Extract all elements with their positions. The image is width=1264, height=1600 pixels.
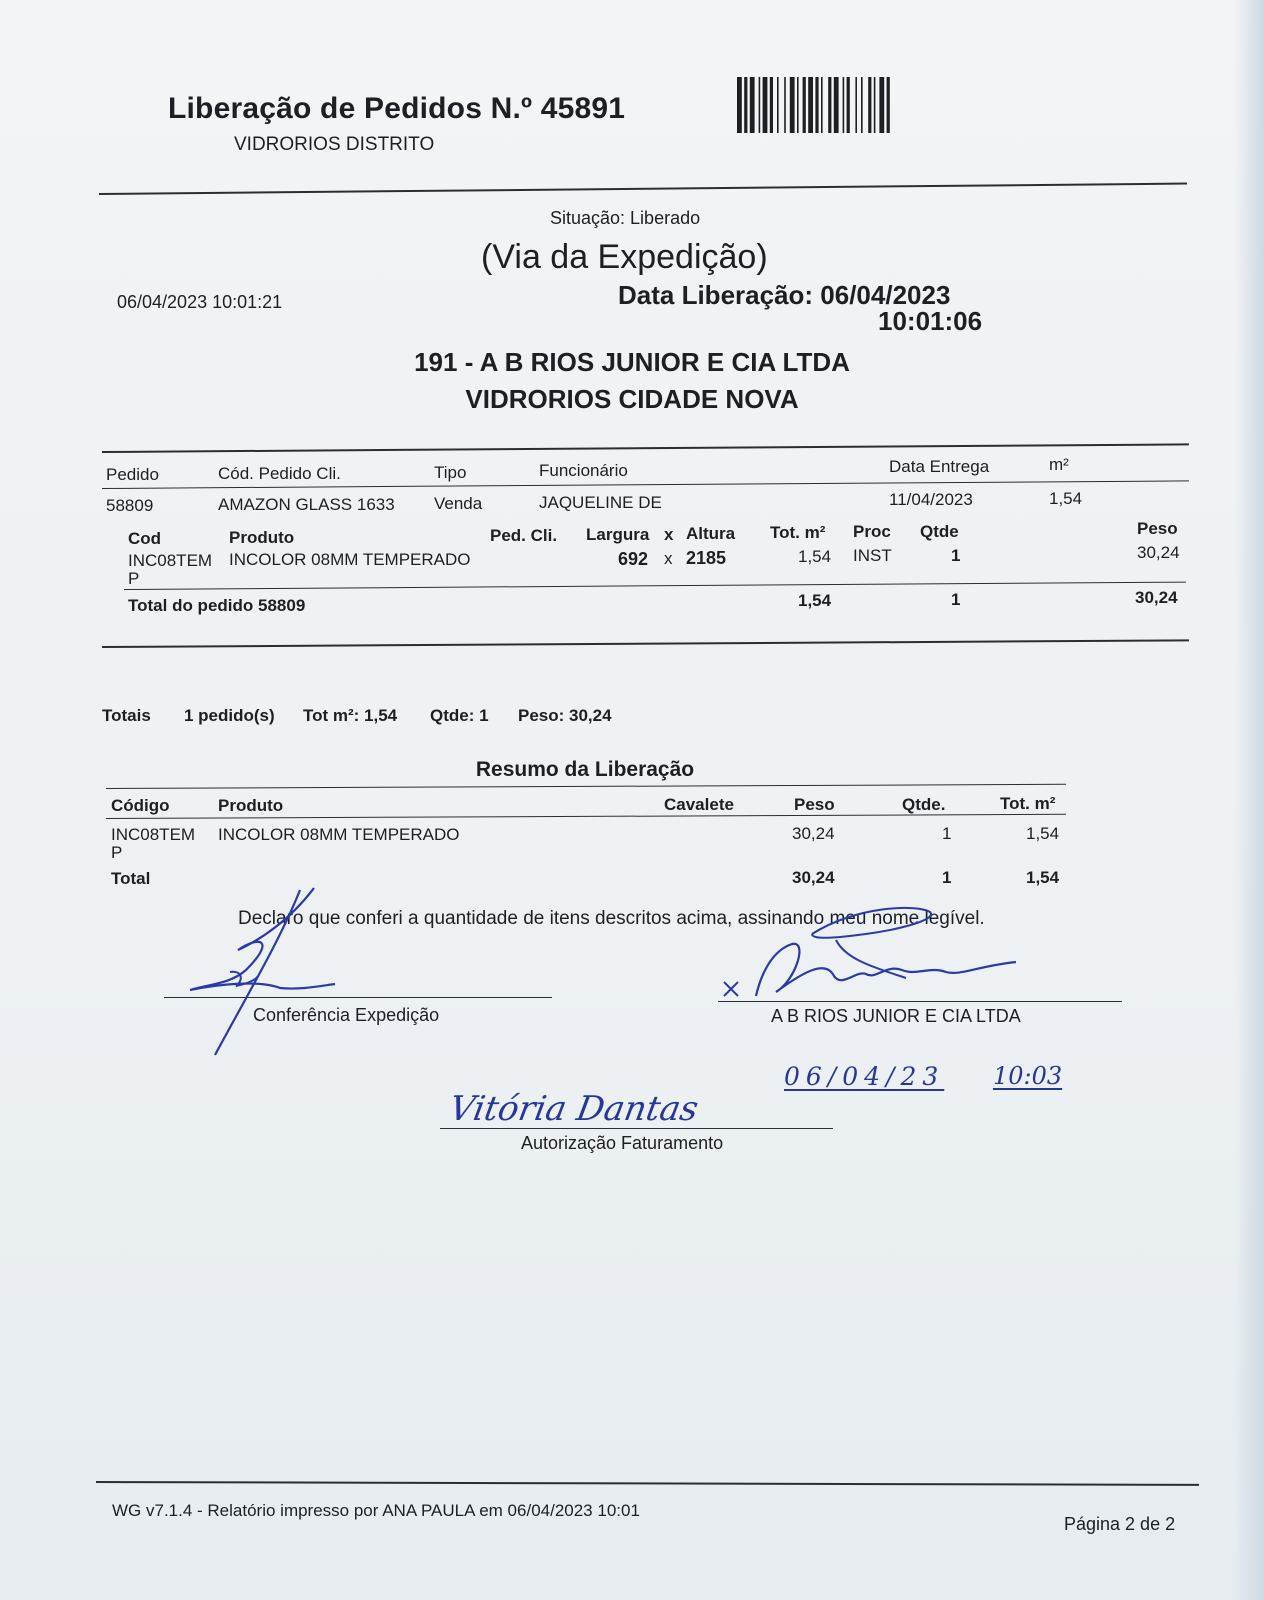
summary-tot-m2: 1,54 xyxy=(1026,824,1060,843)
item-peso: 30,24 xyxy=(1137,543,1180,562)
order-total-rule xyxy=(124,582,1186,590)
summary-col-peso: Peso xyxy=(794,795,835,814)
item-col-ped-cli: Ped. Cli. xyxy=(490,526,558,545)
item-height: 2185 xyxy=(686,548,727,568)
item-qtde: 1 xyxy=(951,546,961,565)
summary-code-wrap: P xyxy=(111,843,123,862)
totals-m2: Tot m²: 1,54 xyxy=(303,706,398,725)
summary-col-codigo: Código xyxy=(111,796,170,815)
release-time: 10:01:06 xyxy=(878,306,983,336)
summary-product: INCOLOR 08MM TEMPERADO xyxy=(218,825,460,844)
expedicao-signature-label: Conferência Expedição xyxy=(253,1005,440,1025)
item-x: x xyxy=(664,549,673,568)
svg-text:Vitória Dantas: Vitória Dantas xyxy=(446,1089,702,1129)
order-client-code: AMAZON GLASS 1633 xyxy=(218,495,395,514)
summary-col-cavalete: Cavalete xyxy=(664,795,734,814)
copy-type: (Via da Expedição) xyxy=(481,238,768,276)
col-tipo: Tipo xyxy=(434,463,467,482)
handwritten-date: 06/04/23 xyxy=(784,1062,945,1091)
summary-col-tot-m2: Tot. m² xyxy=(1000,794,1056,813)
declaration-text: Declaro que conferi a quantidade de itens descritos acima, assinando meu nome legível. xyxy=(238,908,985,929)
col-data-entrega: Data Entrega xyxy=(889,457,990,476)
order-total-peso: 30,24 xyxy=(1135,588,1178,607)
release-date: Data Liberação: 06/04/2023 xyxy=(618,280,951,310)
item-code-wrap: P xyxy=(128,569,140,588)
col-funcionario: Funcionário xyxy=(539,461,628,480)
barcode-icon xyxy=(737,77,931,133)
order-total-m2: 1,54 xyxy=(798,591,832,610)
item-width: 692 xyxy=(618,549,649,569)
item-col-produto: Produto xyxy=(229,528,295,547)
client-name: 191 - A B RIOS JUNIOR E CIA LTDA xyxy=(414,347,850,377)
summary-col-qtde: Qtde. xyxy=(902,795,946,814)
item-col-peso: Peso xyxy=(1137,519,1178,538)
col-m2: m² xyxy=(1049,455,1069,474)
document-title: Liberação de Pedidos N.º 45891 xyxy=(168,92,626,125)
client-branch: VIDRORIOS CIDADE NOVA xyxy=(465,384,799,414)
item-col-proc: Proc xyxy=(853,522,891,541)
summary-col-produto: Produto xyxy=(218,796,284,815)
item-col-tot-m2: Tot. m² xyxy=(770,523,826,542)
item-proc: INST xyxy=(853,546,892,565)
faturamento-signature-handwriting xyxy=(446,1080,715,1130)
status-situation: Situação: Liberado xyxy=(550,208,701,228)
issuer-company: VIDRORIOS DISTRITO xyxy=(234,134,435,155)
summary-total-label: Total xyxy=(111,869,151,888)
footer-rule xyxy=(96,1481,1199,1486)
item-tot-m2: 1,54 xyxy=(798,547,832,566)
printed-timestamp: 06/04/2023 10:01:21 xyxy=(117,292,283,312)
order-type: Venda xyxy=(434,494,483,513)
summary-code: INC08TEM xyxy=(111,825,196,844)
summary-qtde: 1 xyxy=(942,824,952,843)
item-col-x: x xyxy=(664,525,674,544)
summary-total-peso: 30,24 xyxy=(792,868,835,887)
footer-printed-by: WG v7.1.4 - Relatório impresso por ANA PAULA em 06/04/2023 10:01 xyxy=(112,1501,640,1520)
summary-title: Resumo da Liberação xyxy=(475,758,695,781)
order-total-qtde: 1 xyxy=(951,590,961,609)
totals-peso: Peso: 30,24 xyxy=(518,706,612,725)
handwritten-time: 10:03 xyxy=(993,1062,1063,1090)
summary-top-rule xyxy=(106,784,1066,789)
item-code: INC08TEM xyxy=(128,551,213,570)
client-signature-scribble xyxy=(716,900,1036,1010)
summary-peso: 30,24 xyxy=(792,824,835,843)
order-table-bottom-rule xyxy=(102,639,1189,648)
order-delivery-date: 11/04/2023 xyxy=(889,490,973,509)
summary-total-qtde: 1 xyxy=(942,868,952,887)
expedicao-signature-scribble xyxy=(180,880,350,1060)
header-divider xyxy=(99,183,1187,195)
order-total-label: Total do pedido 58809 xyxy=(128,596,306,615)
order-number: 58809 xyxy=(106,496,154,515)
totals-orders: 1 pedido(s) xyxy=(184,706,275,725)
order-employee: JAQUELINE DE xyxy=(539,493,662,512)
item-col-qtde: Qtde xyxy=(920,522,959,541)
totals-qtde: Qtde: 1 xyxy=(430,706,489,725)
order-m2: 1,54 xyxy=(1049,489,1083,508)
page-number: Página 2 de 2 xyxy=(1064,1514,1176,1534)
faturamento-signature-label: Autorização Faturamento xyxy=(521,1133,724,1153)
totals-label: Totais xyxy=(102,706,151,725)
summary-total-tot-m2: 1,54 xyxy=(1026,868,1060,887)
col-cod-pedido-cli: Cód. Pedido Cli. xyxy=(218,464,341,483)
item-col-cod: Cod xyxy=(128,529,162,548)
col-pedido: Pedido xyxy=(106,465,159,484)
page-edge-shadow xyxy=(1234,0,1264,1600)
item-col-altura: Altura xyxy=(686,524,736,543)
client-signature-label: A B RIOS JUNIOR E CIA LTDA xyxy=(771,1006,1021,1026)
item-product: INCOLOR 08MM TEMPERADO xyxy=(229,550,471,569)
order-table-top-rule xyxy=(102,443,1189,453)
item-col-largura: Largura xyxy=(586,525,650,544)
